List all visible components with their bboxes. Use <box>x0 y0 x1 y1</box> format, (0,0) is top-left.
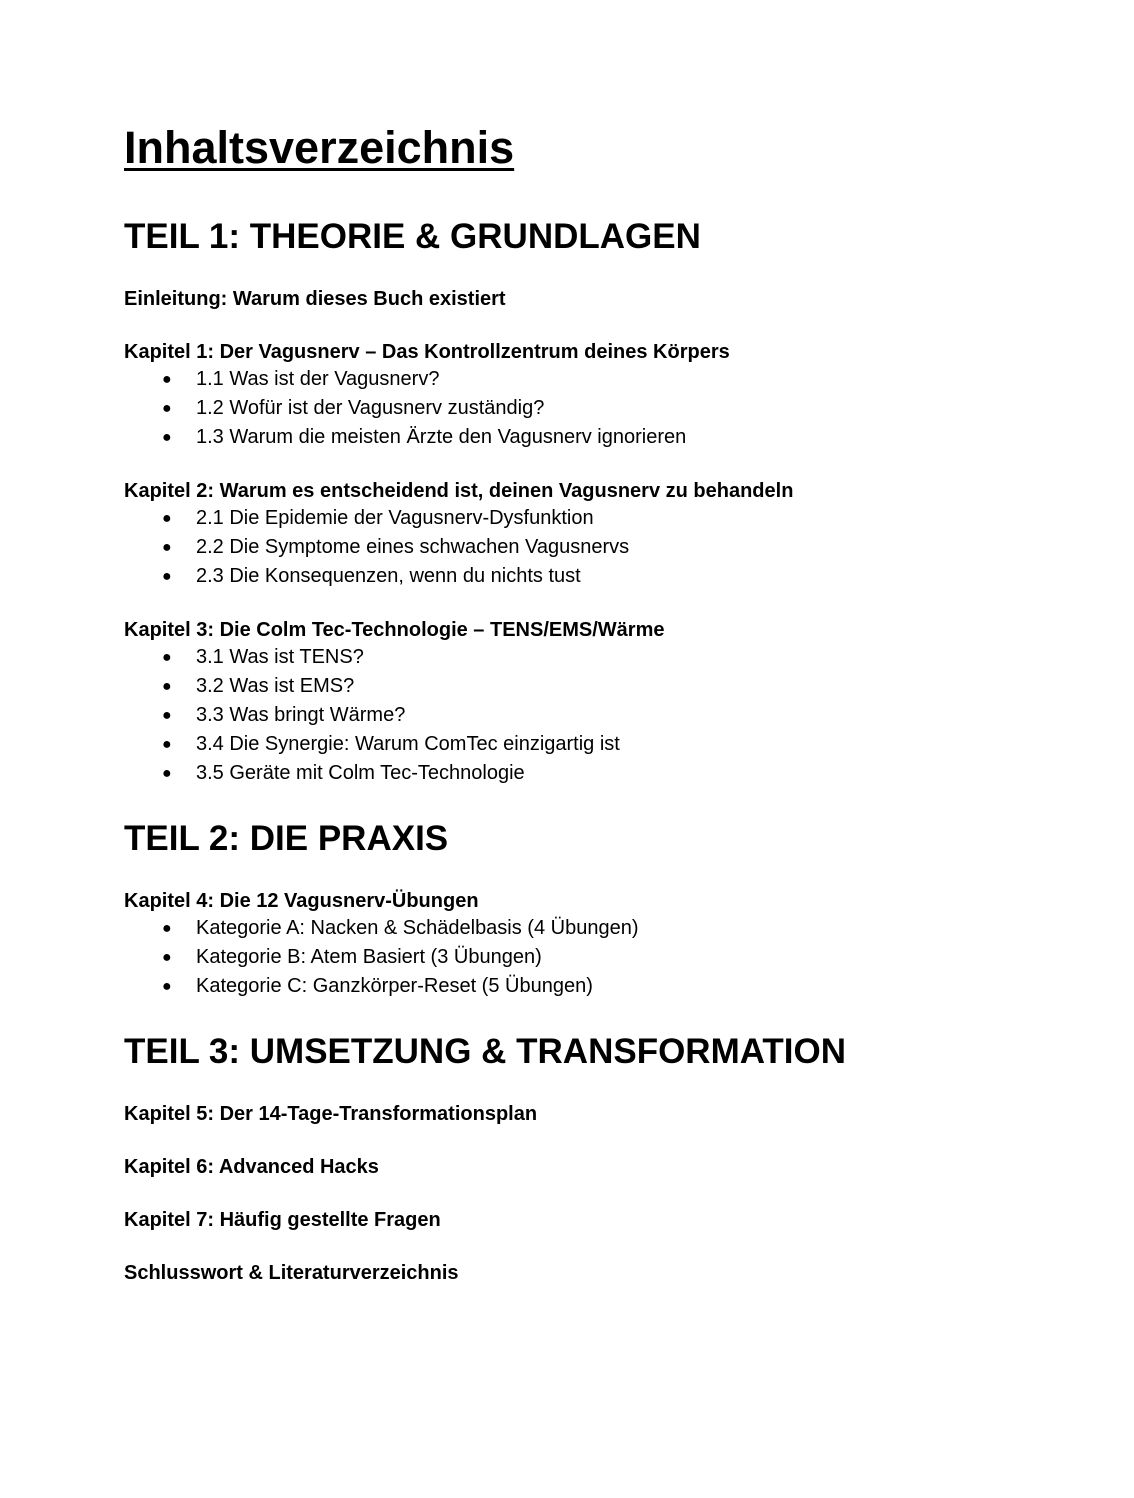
list-item: ● 3.2 Was ist EMS? <box>124 672 1064 701</box>
bullet-icon: ● <box>162 978 172 995</box>
bullet-icon: ● <box>162 539 172 556</box>
chapter-3-heading: Kapitel 3: Die Colm Tec-Technologie – TENS/EMS/Wärme <box>124 619 665 641</box>
list-item: ● 1.3 Warum die meisten Ärzte den Vagusnerv ignorieren <box>124 423 1064 452</box>
chapter-7-heading: Kapitel 7: Häufig gestellte Fragen <box>124 1209 441 1231</box>
list-item: ● 2.1 Die Epidemie der Vagusnerv-Dysfunktion <box>124 504 1064 533</box>
bullet-icon: ● <box>162 400 172 417</box>
bullet-icon: ● <box>162 678 172 695</box>
list-item: ● Kategorie C: Ganzkörper-Reset (5 Übungen) <box>124 972 1064 1001</box>
list-item: ● 3.1 Was ist TENS? <box>124 643 1064 672</box>
chapter-6-heading: Kapitel 6: Advanced Hacks <box>124 1156 379 1178</box>
bullet-icon: ● <box>162 510 172 527</box>
list-item: ● 2.3 Die Konsequenzen, wenn du nichts tust <box>124 562 1064 591</box>
list-item: ● 1.2 Wofür ist der Vagusnerv zuständig? <box>124 394 1064 423</box>
intro-heading: Einleitung: Warum dieses Buch existiert <box>124 288 506 310</box>
list-item: ● 3.4 Die Synergie: Warum ComTec einzigartig ist <box>124 730 1064 759</box>
chapter-1-heading: Kapitel 1: Der Vagusnerv – Das Kontrollzentrum deines Körpers <box>124 341 730 363</box>
chapter-3-list <box>124 643 1064 788</box>
bullet-icon: ● <box>162 707 172 724</box>
chapter-2-heading: Kapitel 2: Warum es entscheidend ist, deinen Vagusnerv zu behandeln <box>124 480 794 502</box>
table-of-contents <box>124 120 1064 1286</box>
chapter-4-list <box>124 914 1064 1001</box>
page-title: Inhaltsverzeichnis <box>124 122 515 173</box>
chapter-5-heading: Kapitel 5: Der 14-Tage-Transformationsplan <box>124 1103 538 1125</box>
bullet-icon: ● <box>162 429 172 446</box>
list-item: ● Kategorie A: Nacken & Schädelbasis (4 Übungen) <box>124 914 1064 943</box>
bullet-icon: ● <box>162 949 172 966</box>
bullet-icon: ● <box>162 568 172 585</box>
list-item: ● 3.5 Geräte mit Colm Tec-Technologie <box>124 759 1064 788</box>
closing-heading: Schlusswort & Literaturverzeichnis <box>124 1262 459 1284</box>
chapter-4-heading: Kapitel 4: Die 12 Vagusnerv-Übungen <box>124 890 479 912</box>
chapter-1-list <box>124 365 1064 452</box>
part-title-1: TEIL 1: THEORIE & GRUNDLAGEN <box>124 217 701 256</box>
part-title-2: TEIL 2: DIE PRAXIS <box>124 819 449 858</box>
chapter-2-list <box>124 504 1064 591</box>
bullet-icon: ● <box>162 649 172 666</box>
bullet-icon: ● <box>162 736 172 753</box>
list-item: ● 1.1 Was ist der Vagusnerv? <box>124 365 1064 394</box>
list-item: ● Kategorie B: Atem Basiert (3 Übungen) <box>124 943 1064 972</box>
part-title-3: TEIL 3: UMSETZUNG & TRANSFORMATION <box>124 1032 847 1071</box>
bullet-icon: ● <box>162 371 172 388</box>
bullet-icon: ● <box>162 765 172 782</box>
list-item: ● 3.3 Was bringt Wärme? <box>124 701 1064 730</box>
list-item: ● 2.2 Die Symptome eines schwachen Vagusnervs <box>124 533 1064 562</box>
bullet-icon: ● <box>162 920 172 937</box>
